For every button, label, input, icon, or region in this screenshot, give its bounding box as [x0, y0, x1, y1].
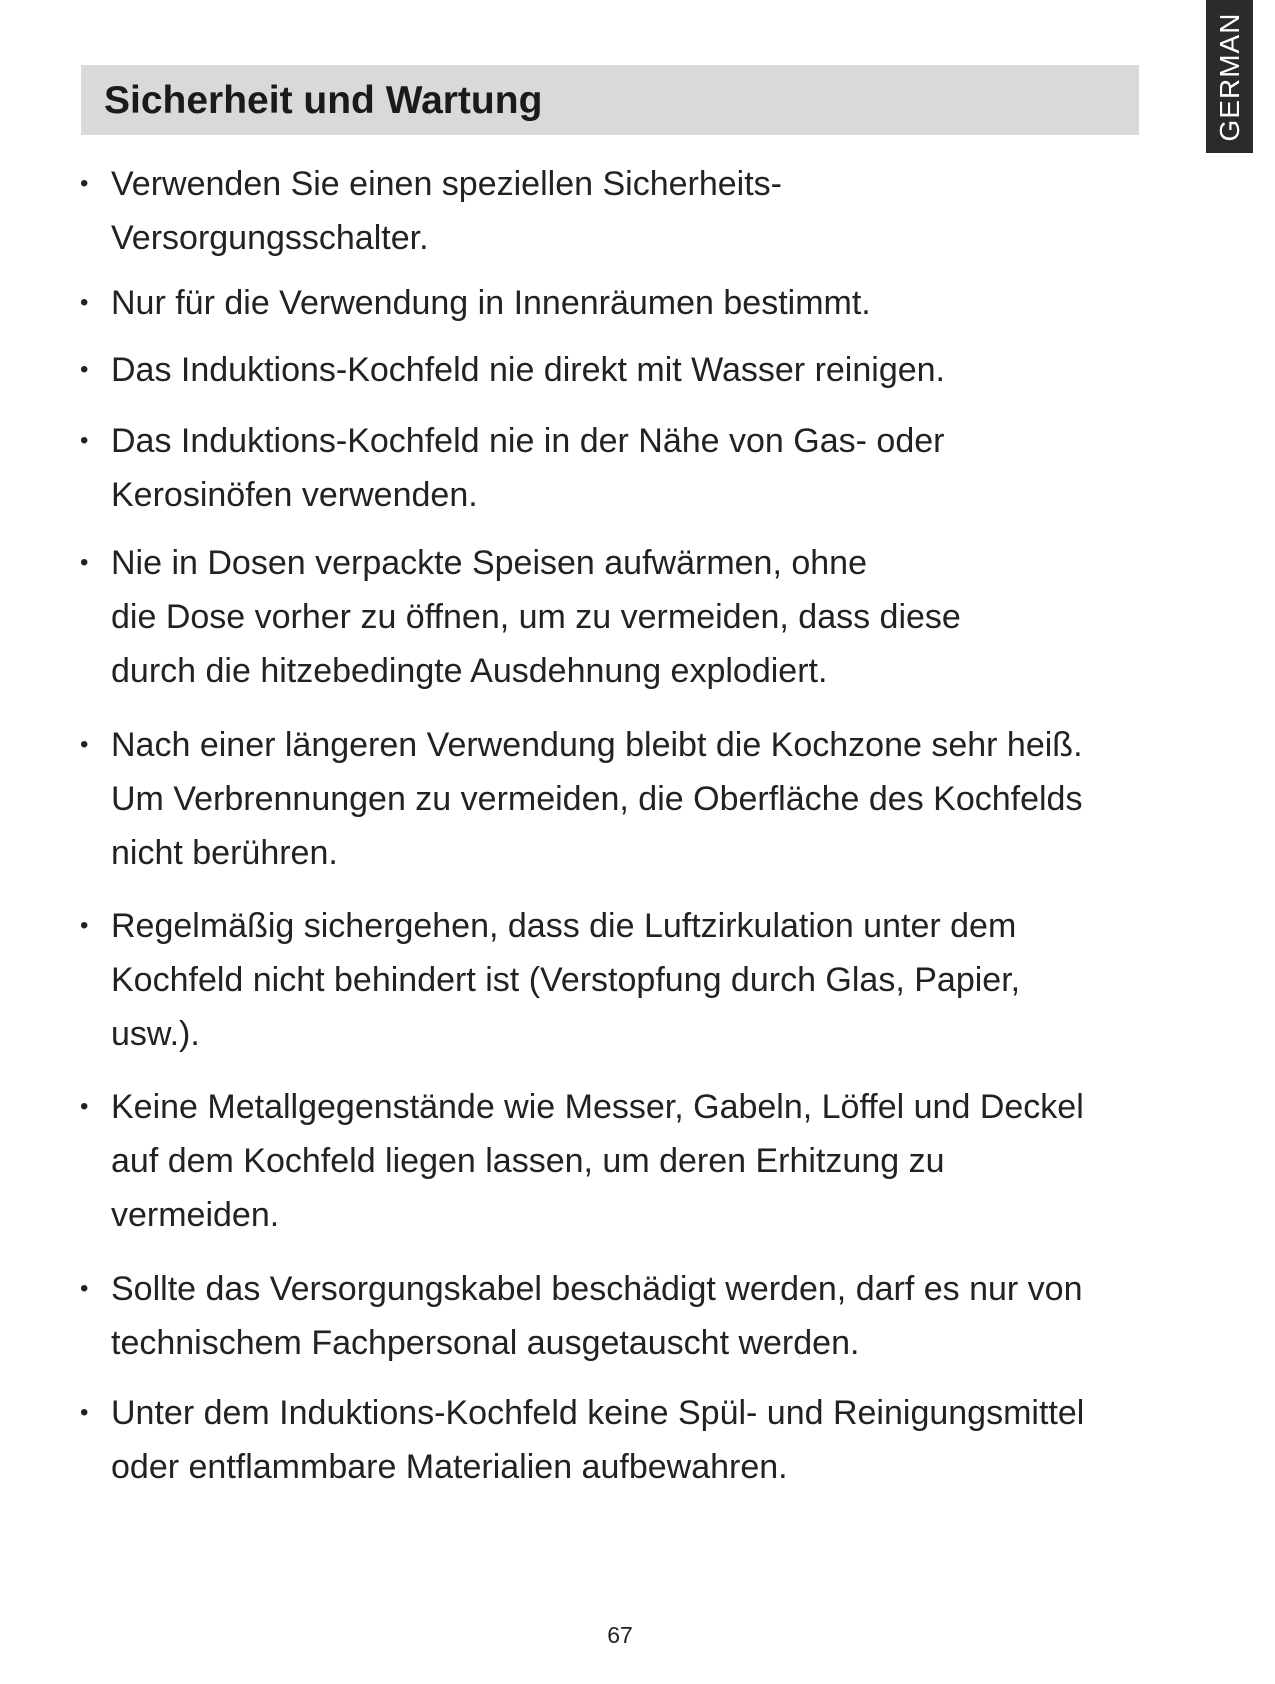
bullet-item-1 — [80, 157, 1190, 265]
bullet-dot: • — [80, 1275, 89, 1302]
bullet-dot: • — [80, 170, 89, 197]
language-tab — [1206, 0, 1253, 153]
bullet-item-5 — [80, 536, 1190, 698]
bullet-text: Das Induktions-Kochfeld nie direkt mit Wasser reinigen. — [111, 351, 945, 389]
section-header — [81, 65, 1139, 135]
language-tab-label: GERMAN — [1213, 12, 1245, 141]
bullet-text: Nur für die Verwendung in Innenräumen bestimmt. — [111, 284, 871, 322]
bullet-text: Unter dem Induktions-Kochfeld keine Spül- und Reinigungsmittel oder entflammbare Materialien aufbewahren. — [111, 1394, 1085, 1486]
section-title: Sicherheit und Wartung — [104, 79, 543, 122]
bullet-text: Sollte das Versorgungskabel beschädigt werden, darf es nur von technischem Fachpersonal ausgetauscht werden. — [111, 1270, 1083, 1362]
bullet-item-2 — [80, 276, 1190, 330]
bullet-dot: • — [80, 1093, 89, 1120]
bullet-text: Verwenden Sie einen speziellen Sicherheits- Versorgungsschalter. — [111, 165, 782, 257]
bullet-text: Regelmäßig sichergehen, dass die Luftzirkulation unter dem Kochfeld nicht behindert ist (Verstopfung durch Glas, Papier, usw.). — [111, 907, 1021, 1053]
bullet-text: Nie in Dosen verpackte Speisen aufwärmen, ohne die Dose vorher zu öffnen, um zu vermeiden, dass diese durch die hitzebedingte Ausdehnung explodiert. — [111, 544, 961, 690]
bullet-dot: • — [80, 549, 89, 576]
page-number: 67 — [607, 1622, 633, 1648]
bullet-text: Das Induktions-Kochfeld nie in der Nähe von Gas- oder Kerosinöfen verwenden. — [111, 422, 945, 514]
bullet-dot: • — [80, 1399, 89, 1426]
bullet-item-7 — [80, 899, 1190, 1061]
bullet-dot: • — [80, 289, 89, 316]
bullet-dot: • — [80, 356, 89, 383]
bullet-text: Keine Metallgegenstände wie Messer, Gabeln, Löffel und Deckel auf dem Kochfeld liegen lassen, um deren Erhitzung zu vermeiden. — [111, 1088, 1084, 1234]
bullet-item-10 — [80, 1386, 1190, 1494]
bullet-text: Nach einer längeren Verwendung bleibt die Kochzone sehr heiß. Um Verbrennungen zu vermeiden, die Oberfläche des Kochfelds nicht berühren. — [111, 726, 1083, 872]
bullet-item-9 — [80, 1262, 1190, 1370]
bullet-dot: • — [80, 731, 89, 758]
bullet-item-3 — [80, 343, 1190, 397]
bullet-dot: • — [80, 427, 89, 454]
bullet-item-4 — [80, 414, 1190, 522]
bullet-item-6 — [80, 718, 1190, 880]
bullet-item-8 — [80, 1080, 1190, 1242]
bullet-dot: • — [80, 912, 89, 939]
